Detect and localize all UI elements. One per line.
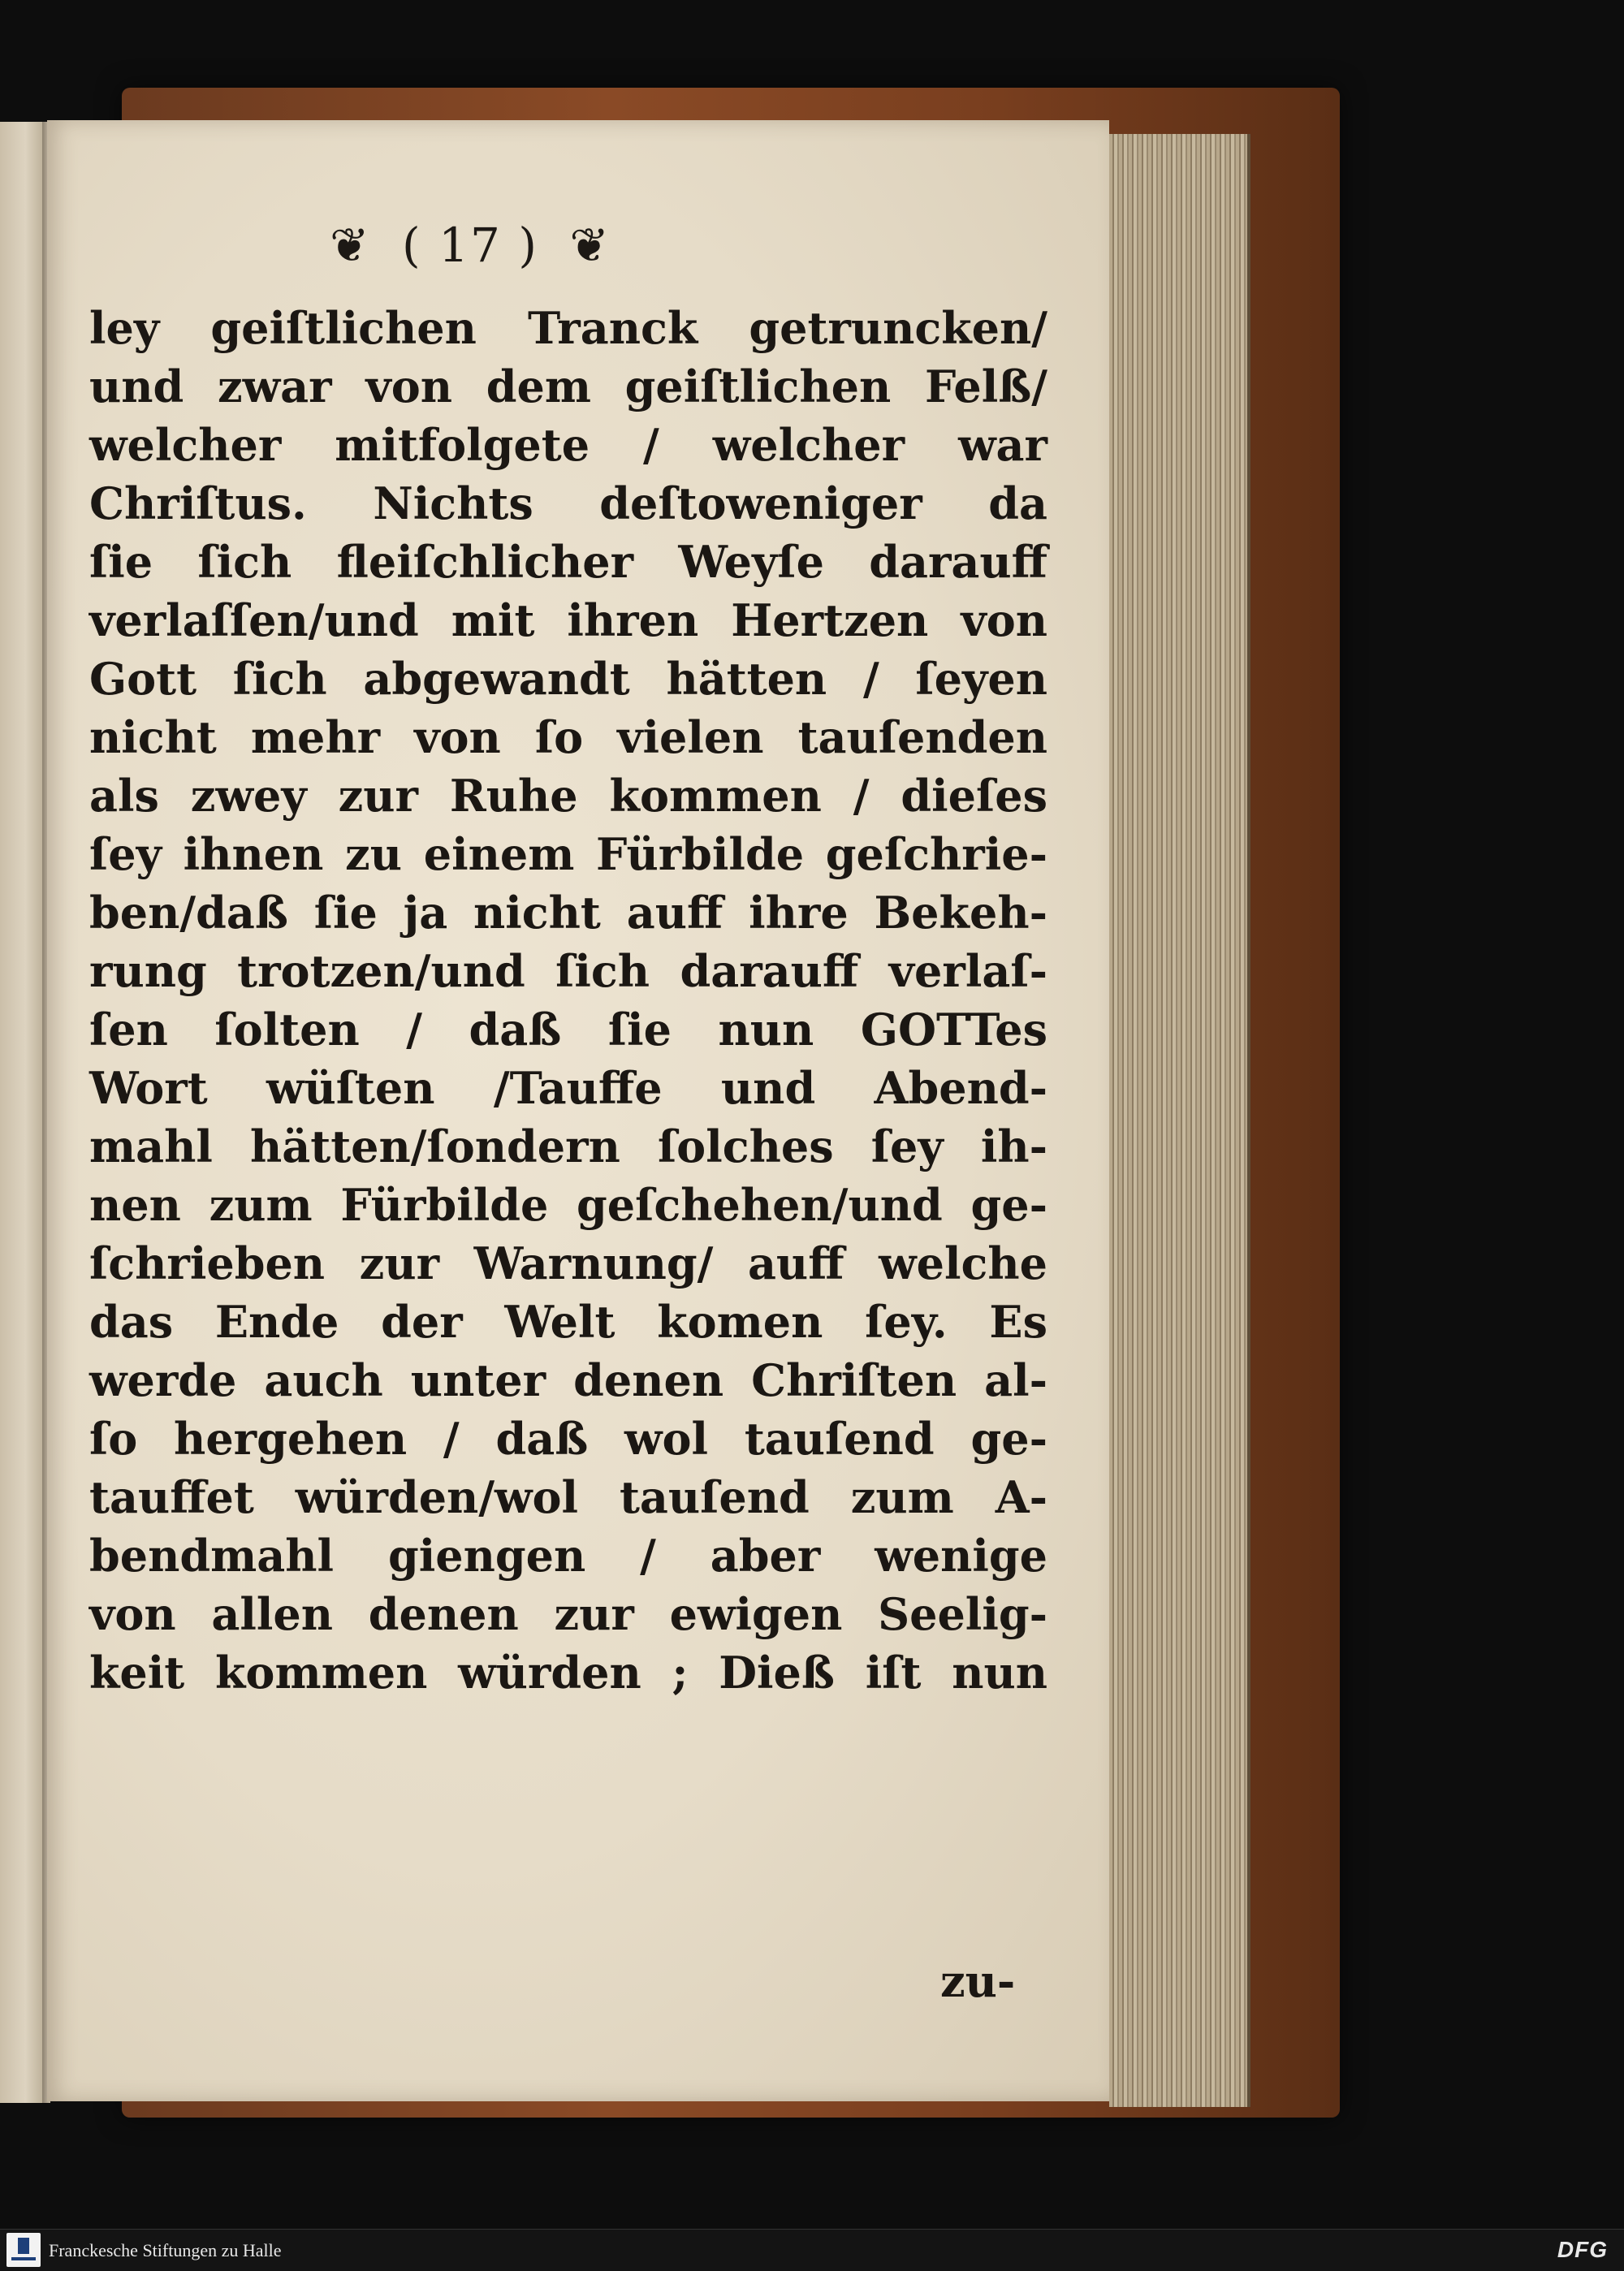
text-line: ſey ihnen zu einem Fürbilde geſchrie- — [89, 828, 1047, 880]
text-line: bendmahl giengen / aber wenige — [89, 1530, 1047, 1582]
text-line: ſie ſich fleiſchlicher Weyſe darauff — [89, 536, 1047, 588]
text-line: ſen ſolten / daß ſie nun GOTTes — [89, 1004, 1047, 1056]
page-text — [89, 299, 1047, 1702]
text-line: tauffet würden/wol tauſend zum A- — [89, 1471, 1047, 1523]
ornament-right-icon: ❦ — [569, 218, 611, 273]
text-line: und zwar von dem geiſtlichen Felß/ — [89, 361, 1047, 412]
text-line: ley geiſtlichen Tranck getruncken/ — [89, 302, 1047, 354]
text-line: welcher mitfolgete / welcher war — [89, 419, 1047, 471]
page-number: ( 17 ) — [402, 218, 538, 273]
text-line: ben/daß ſie ja nicht auff ihre Bekeh- — [89, 887, 1047, 939]
text-line: ſchrieben zur Warnung/ auff welche — [89, 1237, 1047, 1289]
text-line: rung trotzen/und ſich darauff verlaſ- — [89, 945, 1047, 997]
text-line: Wort wüſten /Tauffe und Abend- — [89, 1062, 1047, 1114]
text-line: ſo hergehen / daß wol tauſend ge- — [89, 1413, 1047, 1465]
left-page-edge — [0, 122, 42, 2103]
text-line: mahl hätten/ſondern ſolches ſey ih- — [89, 1120, 1047, 1172]
text-line: verlaſſen/und mit ihren Hertzen von — [89, 594, 1047, 646]
catchword: zu- — [940, 1955, 1016, 2007]
text-line: von allen denen zur ewigen Seelig- — [89, 1588, 1047, 1640]
institution-logo-icon — [6, 2233, 41, 2267]
text-line: keit kommen würden ; Dieß iſt nun — [89, 1647, 1047, 1699]
dfg-badge: DFG — [1557, 2237, 1608, 2262]
text-line: Gott ſich abgewandt hätten / ſeyen — [89, 653, 1047, 705]
page-edges — [1109, 134, 1250, 2107]
text-line: als zwey zur Ruhe kommen / dieſes — [89, 770, 1047, 822]
viewer-footer — [0, 2229, 1624, 2271]
text-line: das Ende der Welt komen ſey. Es — [89, 1296, 1047, 1348]
institution-name: Franckesche Stiftungen zu Halle — [49, 2240, 282, 2260]
text-line: nicht mehr von ſo vielen tauſenden — [89, 711, 1047, 763]
text-line: nen zum Fürbilde geſchehen/und ge- — [89, 1179, 1047, 1231]
page-header — [47, 218, 1109, 273]
book-page — [47, 120, 1109, 2101]
text-line: werde auch unter denen Chriſten al- — [89, 1354, 1047, 1406]
ornament-left-icon: ❦ — [330, 218, 371, 273]
text-line: Chriſtus. Nichts deſtoweniger da — [89, 477, 1047, 529]
